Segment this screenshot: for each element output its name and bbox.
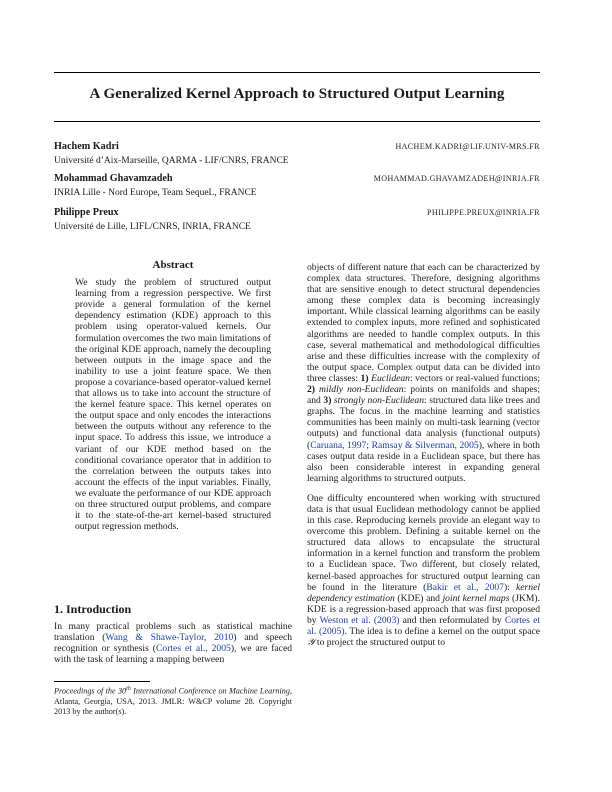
text-run: ), where in both cases output data reside in a Euclidean space, but there has also been considerable interest in expanding general learning algorithms to structured outputs. — [307, 439, 540, 484]
abstract-heading: Abstract — [152, 259, 194, 271]
text-run: ; — [366, 439, 372, 451]
footnote-rule — [54, 681, 150, 682]
author-name: Mohammad Ghavamzadeh — [54, 173, 173, 184]
text-run: objects of different nature that each can be characterized by complex data structures. Therefore, designing algorithms that are sensitive enough to detect structural dependencies among these complex data is becoming increasingly important. While classical learning algorithms can be easily extended to complex inputs, more refined and sophisticated algorithms are needed to handle complex outputs. In this case, several mathematical and methodological difficulties arise and these difficulties increase with the complexity of the output space. Complex output data can be divided into three classes: — [307, 262, 540, 384]
citation-link[interactable]: Wang & Shawe-Taylor, 2010 — [105, 632, 234, 644]
text-run: Euclidean — [368, 372, 410, 384]
text-run: : points on manifolds and shapes; and — [307, 384, 540, 407]
author-block-2 — [54, 173, 540, 199]
text-run: mildly non-Euclidean — [315, 384, 404, 396]
author-affiliation: Université d’Aix-Marseille, QARMA - LIF/CNRS, FRANCE — [54, 156, 289, 166]
footnote-text: International Conference on Machine Learning — [130, 686, 290, 696]
citation-link[interactable]: Bakir et al., 2007 — [426, 581, 504, 593]
text-run: ): — [503, 581, 517, 593]
citation-link[interactable]: Weston et al. (2003) — [319, 614, 400, 626]
text-run: One difficulty encountered when working with structured data is that usual Euclidean methodology cannot be applied in this case. Reproducing kernels provide an elegant way to overcome this problem. Defining a suitable kernel on the structured data allows to encapsulate the structural information in a kernel function and transform the problem to a Euclidean space. Two different, but closely related, kernel-based approaches for structured output learning can be found in the literature ( — [307, 492, 540, 593]
author-affiliation: INRIA Lille - Nord Europe, Team SequeL, FRANCE — [54, 188, 257, 198]
author-name: Hachem Kadri — [54, 141, 119, 152]
author-block-3 — [54, 207, 540, 233]
text-run: (KDE) and — [394, 592, 443, 604]
paragraph — [54, 621, 292, 665]
right-column — [307, 262, 540, 648]
paragraph — [307, 262, 540, 484]
text-run: and then reformulated by — [399, 614, 505, 626]
text-run: joint kernel maps — [442, 592, 510, 604]
footnote-superscript: th — [126, 686, 131, 692]
text-run: kernel dependency estimation — [307, 581, 541, 604]
text-run: to project the structured output to — [314, 637, 446, 649]
text-run: ) and speech recognition or synthesis ( — [54, 632, 293, 655]
author-name: Philippe Preux — [54, 207, 119, 218]
citation-link[interactable]: Caruana, 1997 — [310, 439, 367, 451]
text-run: : vectors or real-valued functions; — [409, 372, 540, 384]
author-email[interactable]: MOHAMMAD.GHAVAMZADEH@INRIA.FR — [373, 174, 540, 183]
author-affiliation: Université de Lille, LIFL/CNRS, INRIA, FRANCE — [54, 222, 251, 232]
footnote — [54, 684, 292, 717]
text-run: 3) — [323, 395, 332, 407]
paragraph — [307, 493, 540, 648]
text-run: 2) — [307, 384, 315, 396]
citation-link[interactable]: Cortes et al. (2005) — [307, 614, 541, 637]
text-run: . The idea is to define a kernel on the output space — [344, 626, 540, 637]
abstract-text: We study the problem of structured output learning from a regression perspective. We first provide a general formulation of the kernel dependency estimation (KDE) approach to this problem using operator-valued kernels. Our formulation overcomes the two main limitations of the original KDE approach, namely the decoupling between outputs in the image space and the inability to use a joint feature space. We then propose a covariance-based operator-valued kernel that allows us to take into account the structure of the kernel feature space. This kernel operates on the output space and only encodes the interactions between the outputs without any reference to the input space. To address this issue, we introduce a variant of our KDE method based on the conditional covariance operator that in addition to the correlation between the outputs takes into account the effects of the input variables. Finally, we evaluate the performance of our KDE approach on three structured output problems, and compare it to the state-of-the-art kernel-based structured output regression methods. — [75, 277, 271, 533]
intro-left-paragraph — [54, 621, 292, 665]
author-email[interactable]: PHILIPPE.PREUX@INRIA.FR — [426, 208, 540, 217]
abstract-section — [75, 260, 271, 532]
footnote-text: , Atlanta, Georgia, USA, 2013. JMLR: W&CP volume 28. Copyright 2013 by the author(s). — [54, 686, 292, 716]
citation-link[interactable]: Ramsay & Silverman, 2005 — [371, 439, 479, 451]
text-run: In many practical problems such as statistical machine translation ( — [54, 621, 292, 644]
text-run: (JKM). KDE is a regression-based approach that was first proposed by — [307, 592, 540, 626]
text-run: 𝒴 — [307, 637, 315, 649]
section-heading-introduction: 1. Introduction — [54, 602, 132, 616]
top-rule — [54, 72, 540, 73]
paper-title: A Generalized Kernel Approach to Structured Output Learning — [89, 86, 505, 102]
text-run: ), we are faced with the task of learning a mapping between — [54, 643, 292, 666]
author-block-1 — [54, 141, 540, 167]
text-run: strongly non-Euclidean — [331, 395, 425, 407]
title-bottom-rule — [54, 121, 540, 122]
text-run: : structured data like trees and graphs. The focus in the machine learning and statistics communities has been mainly on multi-task learning (vector outputs) and functional data analysis (functional outputs) ( — [307, 395, 540, 451]
text-run: 1) — [360, 372, 369, 384]
author-email[interactable]: HACHEM.KADRI@LIF.UNIV-MRS.FR — [395, 142, 540, 151]
footnote-text: Proceedings of the 30 — [54, 686, 127, 696]
citation-link[interactable]: Cortes et al., 2005 — [156, 643, 231, 655]
